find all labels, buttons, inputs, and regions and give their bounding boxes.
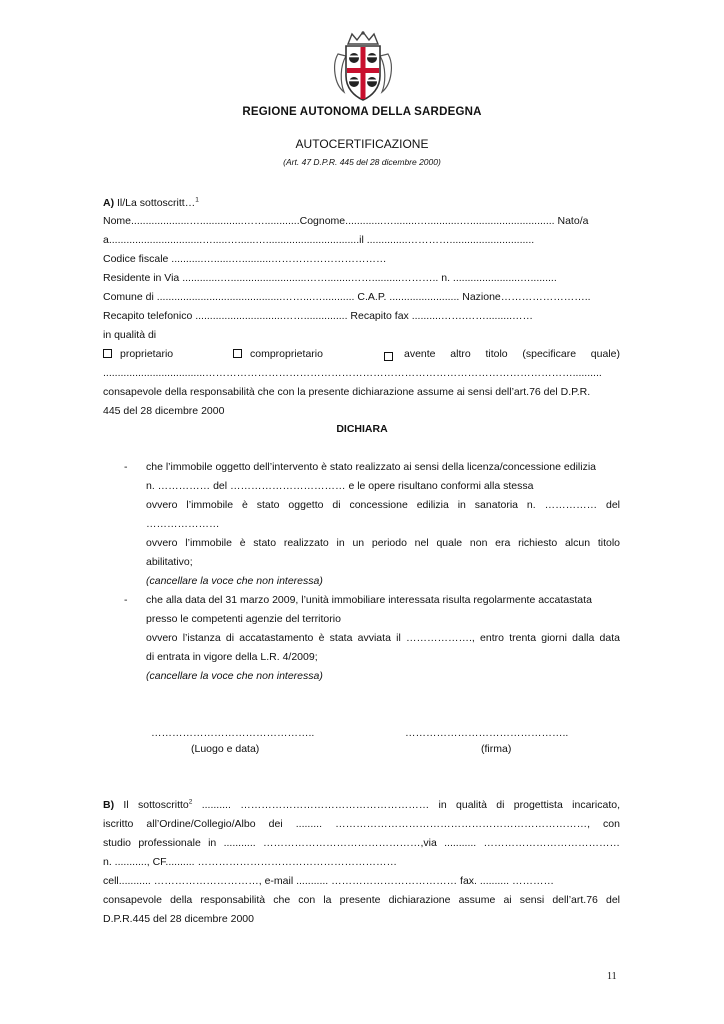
option-label: comproprietario <box>250 348 323 360</box>
consapevole-text-2: 445 del 28 dicembre 2000 <box>103 405 225 417</box>
item1-line-text: ovvero l’immobile è stato realizzato in un periodo nel quale non era richiesto alcun titolo <box>146 537 620 549</box>
section-b-line <box>103 894 620 906</box>
section-b-line: D.P.R.445 del 28 dicembre 2000 <box>103 913 254 925</box>
signature-field[interactable]: ……………………………………….. <box>405 727 569 739</box>
checkbox-icon[interactable] <box>233 349 242 358</box>
page-number: 11 <box>607 971 617 982</box>
option-proprietario[interactable] <box>103 348 173 360</box>
dichiara-heading: DICHIARA <box>336 423 388 435</box>
place-date-field[interactable]: ……………………………………….. <box>151 727 315 739</box>
specify-field[interactable]: ...................................…………………………………………………………………………………………….......... <box>103 367 602 379</box>
checkbox-icon[interactable] <box>384 352 393 361</box>
place-date-label: (Luogo e data) <box>191 743 260 755</box>
item2-line: di entrata in vigore della L.R. 4/2009; <box>146 651 318 663</box>
intro-text: Il/La sottoscritt… <box>114 197 196 209</box>
section-b-label: B) <box>103 799 115 811</box>
item2-line[interactable] <box>146 632 620 644</box>
item2-line: che alla data del 31 marzo 2009, l’unità immobiliare interessata risulta regolarmente accatastata <box>146 594 592 606</box>
codice-fiscale-field[interactable]: Codice fiscale ...........…......…..........…………………………… <box>103 253 387 265</box>
item1-line[interactable]: n. …………… del …………………………… e le opere risultano conformi alla stessa <box>146 480 534 492</box>
option-label: proprietario <box>120 348 174 360</box>
option-label: avente altro titolo (specificare quale) <box>404 348 620 360</box>
nome-cognome-field[interactable]: Nome....................…...............……............Cognome.............…........…...........…............................. Nato/a <box>103 215 589 227</box>
region-name: REGIONE AUTONOMA DELLA SARDEGNA <box>242 106 482 118</box>
option-comproprietario[interactable] <box>233 348 323 360</box>
birthplace-date-field[interactable]: a................................….....…......…................................il ..............…………............................. <box>103 234 535 246</box>
comune-field[interactable]: Comune di ...........................................……...…........... C.A.P. ........................ Nazione…………………….. <box>103 291 591 303</box>
section-a-intro <box>103 197 199 209</box>
signature-label: (firma) <box>481 743 512 755</box>
section-b-intro: Il sottoscritto <box>114 799 189 811</box>
item2-note: (cancellare la voce che non interessa) <box>146 670 323 682</box>
section-b-line[interactable] <box>103 837 620 849</box>
footnote-marker: 2 <box>188 798 193 806</box>
list-bullet: - <box>124 461 128 473</box>
section-b-line[interactable] <box>103 818 620 830</box>
item2-line: presso le competenti agenzie del territorio <box>146 613 341 625</box>
item2-line-text: ovvero l’istanza di accatastamento è stata avviata il ………………., entro trenta giorni dalla data <box>146 632 620 644</box>
item1-line: che l’immobile oggetto dell’intervento è stato realizzato ai sensi della licenza/concessione edilizia <box>146 461 596 473</box>
section-b-intro-rest: .......... ……………………………………………… in qualità di progettista incaricato, <box>192 799 620 811</box>
item1-line[interactable] <box>146 499 620 511</box>
item1-line-text: ovvero l’immobile è stato oggetto di concessione edilizia in sanatoria n. …………… del <box>146 499 620 511</box>
footnote-marker: 1 <box>195 196 199 204</box>
section-b-line-text: consapevole della responsabilità che con la presente dichiarazione assume ai sensi dell’art.76 del <box>103 894 620 906</box>
section-b-line-text: iscritto all’Ordine/Collegio/Albo dei ......... ………………………………………………………………, con <box>103 818 620 830</box>
sardinia-coat-of-arms-icon <box>330 30 396 104</box>
section-b-line[interactable]: cell........... …………………………, e-mail ........... ……………………………… fax. .......... ………… <box>103 875 554 887</box>
section-b-line-text: studio professionale in ........... ………………………………………,via ........... ………………………………… <box>103 837 620 849</box>
item1-note: (cancellare la voce che non interessa) <box>146 575 323 587</box>
consapevole-text: consapevole della responsabilità che con la presente dichiarazione assume ai sensi dell’art.76 del D.P.R. <box>103 386 591 398</box>
section-b-line[interactable] <box>103 799 620 811</box>
option-avente[interactable] <box>384 348 620 360</box>
item1-line[interactable]: ………………… <box>146 518 220 530</box>
document-subtitle: (Art. 47 D.P.R. 445 del 28 dicembre 2000) <box>283 157 441 167</box>
section-b-line[interactable]: n. ..........., CF.......... ………………………………………………… <box>103 856 398 868</box>
section-b-line-text <box>103 799 620 811</box>
qualita-label: in qualità di <box>103 329 157 341</box>
checkbox-icon[interactable] <box>103 349 112 358</box>
item1-line <box>146 537 620 549</box>
item1-line: abilitativo; <box>146 556 193 568</box>
recapito-field[interactable]: Recapito telefonico ..............................……............... Recapito fax ..........…….…….........…… <box>103 310 534 322</box>
document-title: AUTOCERTIFICAZIONE <box>295 137 429 151</box>
list-bullet: - <box>124 594 128 606</box>
section-a-label: A) <box>103 197 115 209</box>
residente-field[interactable]: Residente in Via .............…..........................……........……..........……….. n. .......................…......... <box>103 272 557 284</box>
